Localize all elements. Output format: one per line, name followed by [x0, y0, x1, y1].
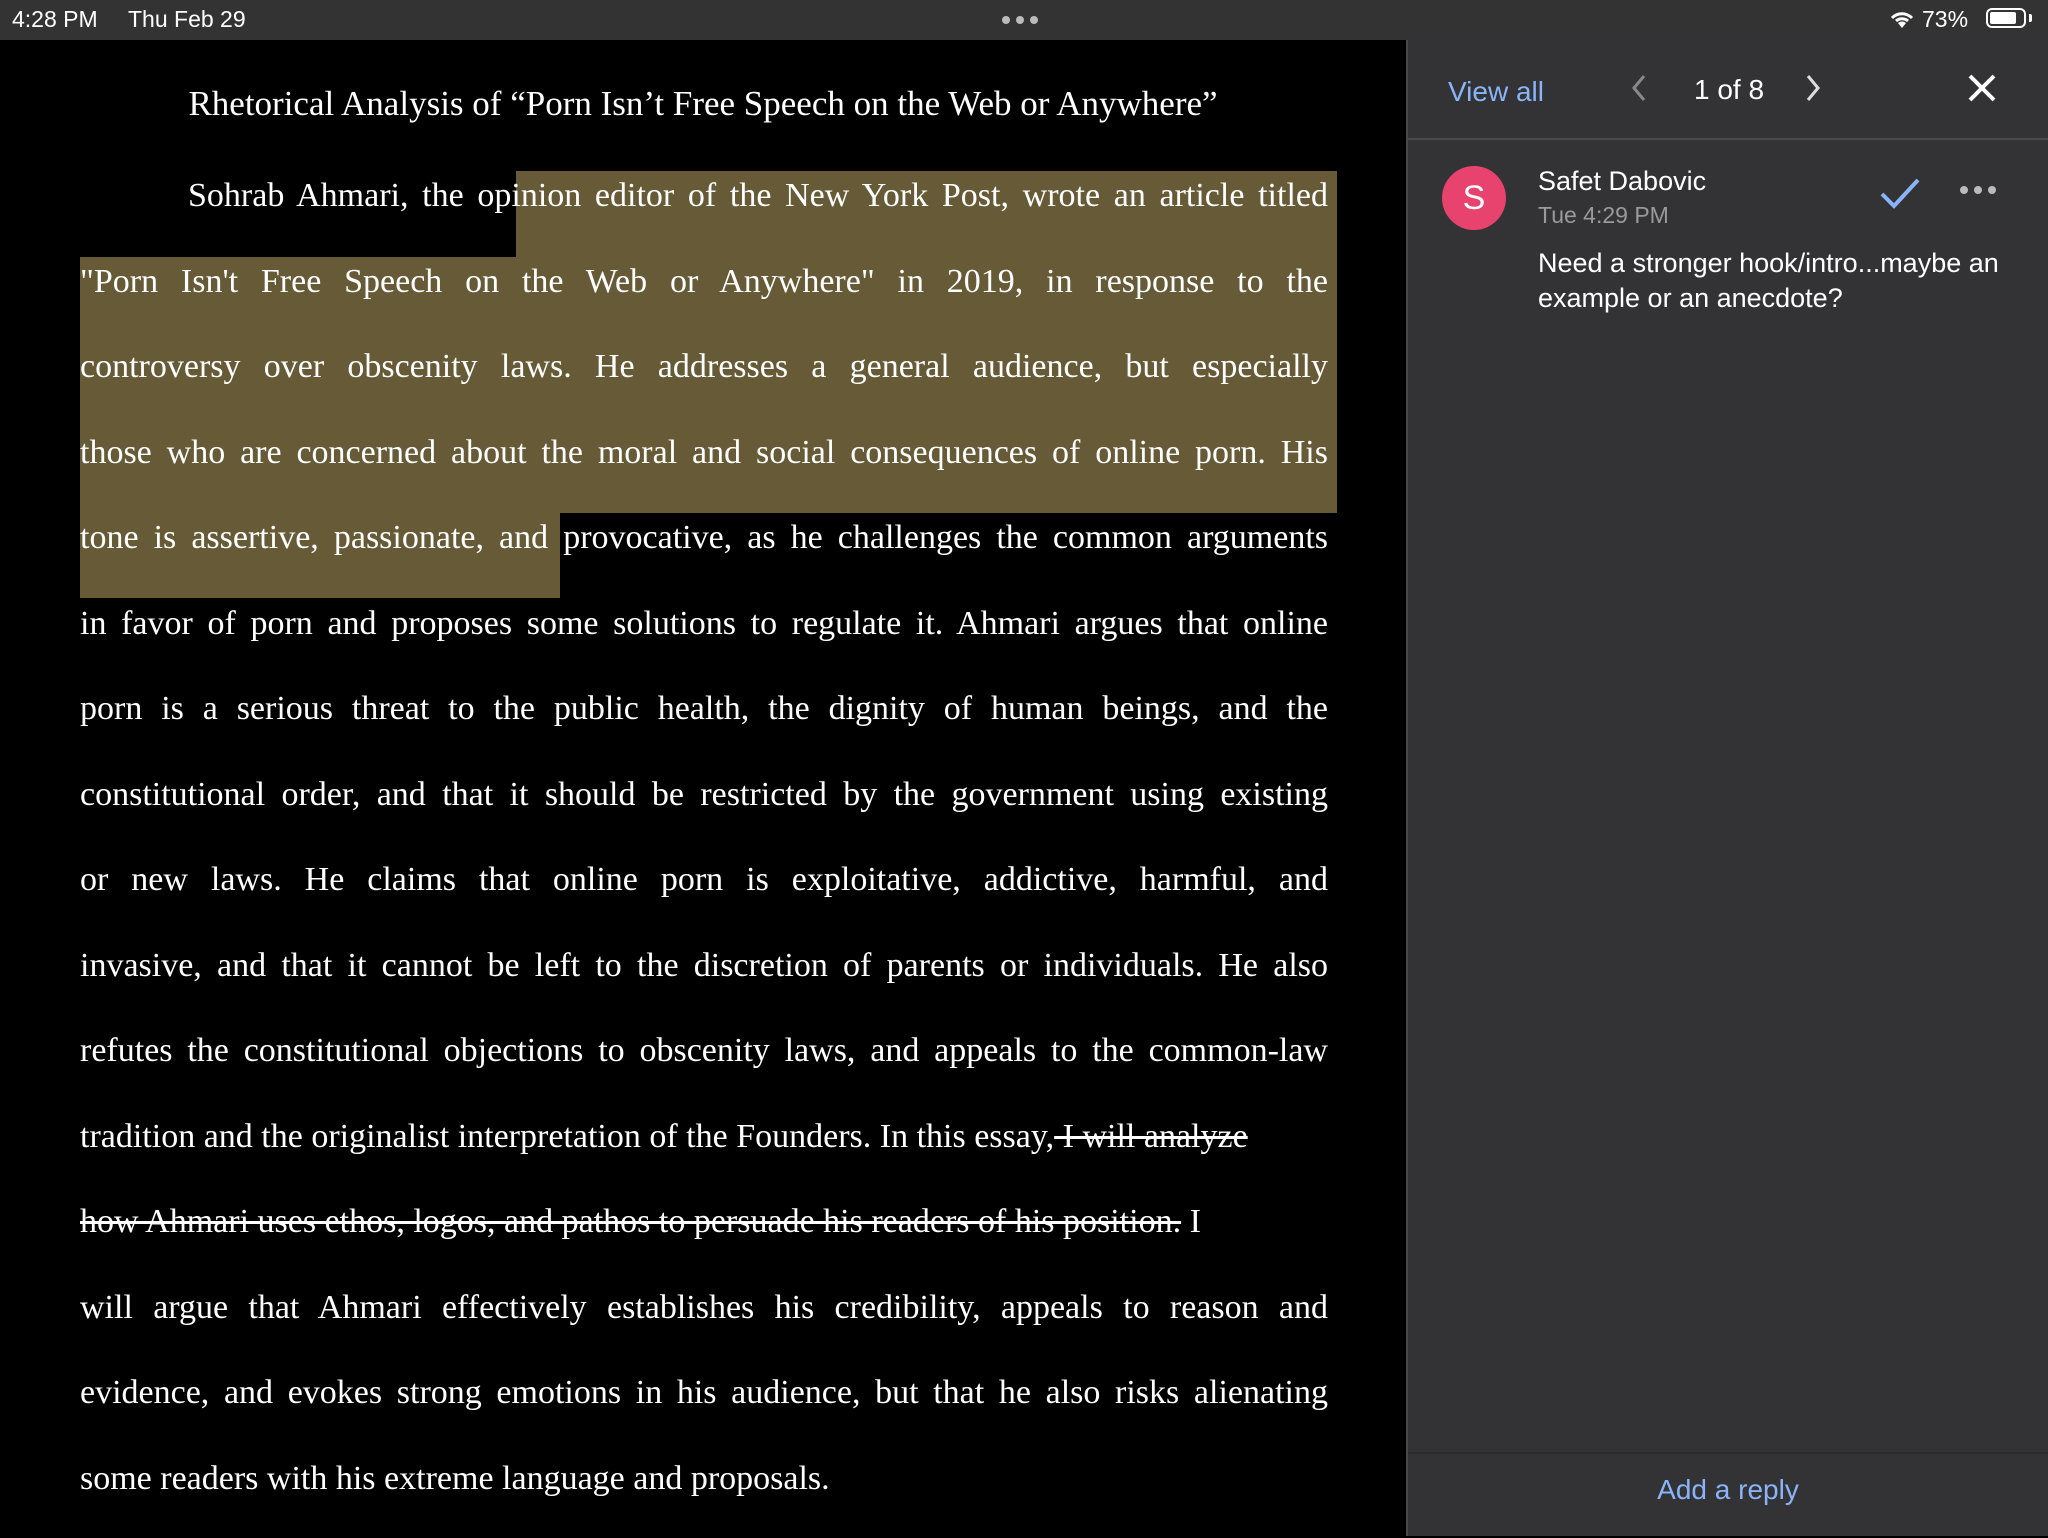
comment-time: Tue 4:29 PM: [1538, 202, 1669, 228]
comment-counter: 1 of 8: [1694, 74, 1765, 105]
resolve-check-icon[interactable]: [1878, 176, 1922, 212]
paragraph-line: evidence, and evokes strong emotions in his audience, but that he also risks alienating: [80, 1374, 1328, 1411]
battery-percent: 73%: [1922, 6, 1969, 32]
chevron-right-icon[interactable]: [1800, 70, 1824, 106]
status-time: 4:28 PM: [12, 6, 98, 32]
paragraph-line: tone is assertive, passionate, and provocative, as he challenges the common arguments: [80, 519, 1328, 556]
comment-panel: [1406, 40, 2048, 1536]
paragraph-line: [80, 1115, 1328, 1159]
paragraph-line: controversy over obscenity laws. He addresses a general audience, but especially: [80, 348, 1328, 385]
chevron-left-icon[interactable]: [1628, 70, 1652, 106]
paragraph-line: in favor of porn and proposes some solutions to regulate it. Ahmari argues that online: [80, 605, 1328, 642]
paragraph-line: Sohrab Ahmari, the opinion editor of the New York Post, wrote an article titled: [188, 177, 1328, 214]
paragraph-line: constitutional order, and that it should be restricted by the government using existing: [80, 776, 1328, 813]
paragraph-line: [80, 1200, 1328, 1244]
paragraph-line: will argue that Ahmari effectively establishes his credibility, appeals to reason and: [80, 1289, 1328, 1326]
document-title: Rhetorical Analysis of “Porn Isn’t Free Speech on the Web or Anywhere”: [188, 84, 1218, 123]
line-text: tradition and the originalist interpretation of the Founders. In this essay,: [80, 1118, 1055, 1155]
status-bar: [0, 0, 2048, 40]
battery-icon: [1986, 8, 2026, 28]
status-date: Thu Feb 29: [128, 6, 246, 32]
paragraph-line: "Porn Isn't Free Speech on the Web or Anywhere" in 2019, in response to the: [80, 263, 1328, 300]
line-text: I: [1181, 1203, 1201, 1240]
add-reply-button[interactable]: Add a reply: [1657, 1474, 1799, 1505]
paragraph-line: or new laws. He claims that online porn is exploitative, addictive, harmful, and: [80, 861, 1328, 898]
comment-panel-header: [1408, 40, 2048, 140]
paragraph-line: some readers with his extreme language and proposals.: [80, 1460, 830, 1497]
suggested-deletion[interactable]: how Ahmari uses ethos, logos, and pathos to persuade his readers of his position.: [80, 1203, 1182, 1240]
paragraph-line: porn is a serious threat to the public health, the dignity of human beings, and the: [80, 690, 1328, 727]
reply-bar: [1408, 1452, 2048, 1538]
paragraph-line: invasive, and that it cannot be left to the discretion of parents or individuals. He also: [80, 947, 1328, 984]
comment-author: Safet Dabovic: [1538, 166, 1707, 196]
view-all-link[interactable]: View all: [1448, 76, 1544, 107]
multitasking-dots-icon[interactable]: [1002, 16, 1038, 24]
close-icon[interactable]: [1964, 70, 2000, 106]
more-options-icon[interactable]: [1960, 186, 1996, 194]
wifi-icon: [1888, 8, 1916, 30]
document-page[interactable]: [0, 40, 1406, 1536]
avatar: S: [1442, 166, 1506, 230]
comment-text: Need a stronger hook/intro...maybe an example or an anecdote?: [1538, 248, 1999, 313]
paragraph-line: refutes the constitutional objections to obscenity laws, and appeals to the common-law: [80, 1032, 1328, 1069]
paragraph-line: those who are concerned about the moral and social consequences of online porn. His: [80, 434, 1328, 471]
suggested-deletion[interactable]: I will analyze: [1054, 1118, 1248, 1155]
